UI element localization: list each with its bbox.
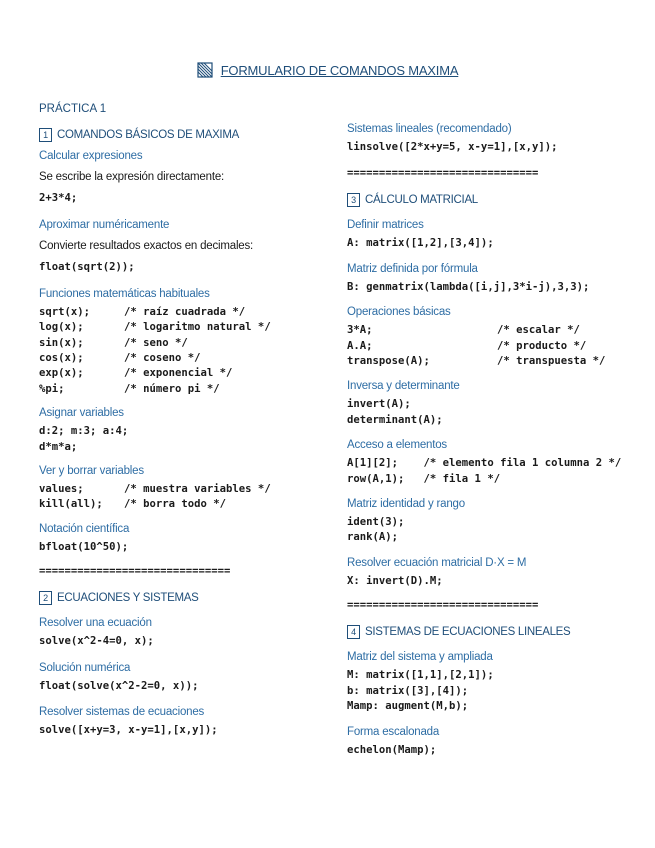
- code-command: A.A;: [347, 339, 373, 352]
- code-row: [39, 351, 309, 366]
- code-command: 3*A;: [347, 324, 373, 337]
- code-comment: /* número pi */: [124, 382, 220, 395]
- code-comment: /* transpuesta */: [497, 355, 606, 368]
- code-comment: /* seno */: [124, 336, 188, 349]
- section-title: ECUACIONES Y SISTEMAS: [57, 592, 199, 605]
- code-comment: /* logaritmo natural */: [124, 321, 271, 334]
- variables-block: [39, 465, 309, 513]
- code-row: [39, 336, 309, 351]
- separator-line: ==============================: [347, 599, 539, 612]
- code-line: A: matrix([1,2],[3,4]);: [347, 237, 494, 250]
- page-header: [0, 62, 655, 78]
- code-comment: /* exponencial */: [124, 367, 233, 380]
- subheading: Definir matrices: [347, 219, 424, 232]
- identity-block: [347, 498, 627, 546]
- functions-block: [39, 288, 309, 397]
- code-row: [347, 323, 627, 338]
- code-line: b: matrix([3],[4]);: [347, 684, 469, 697]
- subheading: Ver y borrar variables: [39, 465, 144, 478]
- section-title: SISTEMAS DE ECUACIONES LINEALES: [365, 626, 571, 639]
- code-line: float(solve(x^2-2=0, x));: [39, 679, 199, 692]
- code-command: %pi;: [39, 382, 65, 395]
- code-row: [39, 382, 309, 397]
- subheading: Calcular expresiones: [39, 150, 143, 162]
- inverse-block: [347, 380, 627, 428]
- code-command: sqrt(x);: [39, 305, 91, 318]
- code-row: [39, 366, 309, 381]
- subheading: Forma escalonada: [347, 725, 440, 738]
- code-comment: /* producto */: [497, 339, 587, 352]
- subheading: Asignar variables: [39, 407, 124, 420]
- code-row: [39, 305, 309, 320]
- subheading: Acceso a elementos: [347, 439, 447, 452]
- code-line: solve([x+y=3, x-y=1],[x,y]);: [39, 724, 218, 737]
- scientific-block: [39, 523, 309, 555]
- assign-block: [39, 407, 309, 455]
- numeric-solve-block: [39, 662, 309, 694]
- subheading: Solución numérica: [39, 661, 131, 674]
- code-line: B: genmatrix(lambda([i,j],3*i-j),3,3);: [347, 280, 590, 293]
- section-title: COMANDOS BÁSICOS DE MAXIMA: [57, 129, 239, 141]
- code-line: row(A,1); /* fila 1 */: [347, 472, 501, 485]
- code-line: echelon(Mamp);: [347, 743, 437, 756]
- subheading: Inversa y determinante: [347, 380, 460, 393]
- code-command: cos(x);: [39, 352, 84, 365]
- calc-block: [39, 150, 309, 206]
- matrix-equation-block: [347, 557, 627, 589]
- code-row: [39, 320, 309, 335]
- code-comment: /* borra todo */: [124, 498, 227, 511]
- echelon-block: [347, 726, 627, 758]
- section-number: 4: [347, 625, 360, 639]
- code-comment: /* raíz cuadrada */: [124, 305, 246, 318]
- subheading: Sistemas lineales (recomendado): [347, 123, 512, 135]
- right-column: [347, 123, 627, 766]
- subheading: Funciones matemáticas habituales: [39, 287, 210, 300]
- code-command: kill(all);: [39, 498, 103, 511]
- subheading: Operaciones básicas: [347, 306, 451, 319]
- code-command: exp(x);: [39, 367, 84, 380]
- code-line: M: matrix([1,1],[2,1]);: [347, 669, 494, 682]
- description: Se escribe la expresión directamente:: [39, 171, 225, 183]
- code-line: Mamp: augment(M,b);: [347, 700, 469, 713]
- section-number: 3: [347, 193, 360, 207]
- section-heading: [39, 591, 309, 605]
- solve-block: [39, 617, 309, 649]
- section-number: 2: [39, 591, 52, 605]
- code-command: log(x);: [39, 321, 84, 334]
- code-line: X: invert(D).M;: [347, 574, 443, 587]
- subheading: Matriz del sistema y ampliada: [347, 651, 493, 664]
- system-solve-block: [39, 706, 309, 738]
- code-line: bfloat(10^50);: [39, 540, 129, 553]
- code-line: rank(A);: [347, 531, 399, 544]
- code-line: A[1][2]; /* elemento fila 1 columna 2 */: [347, 457, 622, 470]
- description: Convierte resultados exactos en decimales:: [39, 240, 254, 253]
- left-column: [39, 103, 309, 747]
- code-row: [347, 354, 627, 369]
- code-command: transpose(A);: [347, 355, 430, 368]
- section-heading: [39, 128, 309, 142]
- define-matrix-block: [347, 219, 627, 251]
- document-icon: [197, 62, 213, 78]
- code-comment: /* muestra variables */: [124, 483, 271, 496]
- code-line: d*m*a;: [39, 440, 78, 453]
- access-block: [347, 439, 627, 487]
- code-line: invert(A);: [347, 398, 411, 411]
- code-comment: /* escalar */: [497, 324, 580, 337]
- section-number: 1: [39, 128, 52, 142]
- subheading: Resolver ecuación matricial D·X = M: [347, 556, 527, 569]
- separator-line: ==============================: [347, 167, 539, 180]
- practice-label: PRÁCTICA 1: [39, 103, 107, 115]
- code-row: [347, 339, 627, 354]
- subheading: Resolver una ecuación: [39, 617, 152, 630]
- code-line: solve(x^2-4=0, x);: [39, 635, 154, 648]
- code-row: [39, 482, 309, 497]
- code-line: determinant(A);: [347, 413, 443, 426]
- augmented-block: [347, 651, 627, 714]
- code-command: values;: [39, 483, 84, 496]
- subheading: Matriz identidad y rango: [347, 498, 465, 511]
- code-comment: /* coseno */: [124, 352, 201, 365]
- operations-block: [347, 306, 627, 369]
- subheading: Notación científica: [39, 522, 130, 535]
- subheading: Resolver sistemas de ecuaciones: [39, 706, 205, 719]
- section-title: CÁLCULO MATRICIAL: [365, 194, 478, 207]
- code-line: ident(3);: [347, 516, 405, 529]
- code-command: sin(x);: [39, 336, 84, 349]
- formula-matrix-block: [347, 263, 627, 295]
- separator-line: ==============================: [39, 565, 231, 578]
- code-line: 2+3*4;: [39, 192, 78, 204]
- code-line: d:2; m:3; a:4;: [39, 425, 129, 438]
- code-line: linsolve([2*x+y=5, x-y=1],[x,y]);: [347, 141, 558, 153]
- approx-block: [39, 219, 309, 275]
- linsolve-block: [347, 123, 627, 155]
- section-heading: [347, 625, 627, 639]
- subheading: Matriz definida por fórmula: [347, 262, 478, 275]
- subheading: Aproximar numéricamente: [39, 219, 170, 232]
- section-heading: [347, 193, 627, 207]
- code-line: float(sqrt(2));: [39, 261, 135, 274]
- code-row: [39, 497, 309, 512]
- page-title[interactable]: FORMULARIO DE COMANDOS MAXIMA: [220, 62, 459, 78]
